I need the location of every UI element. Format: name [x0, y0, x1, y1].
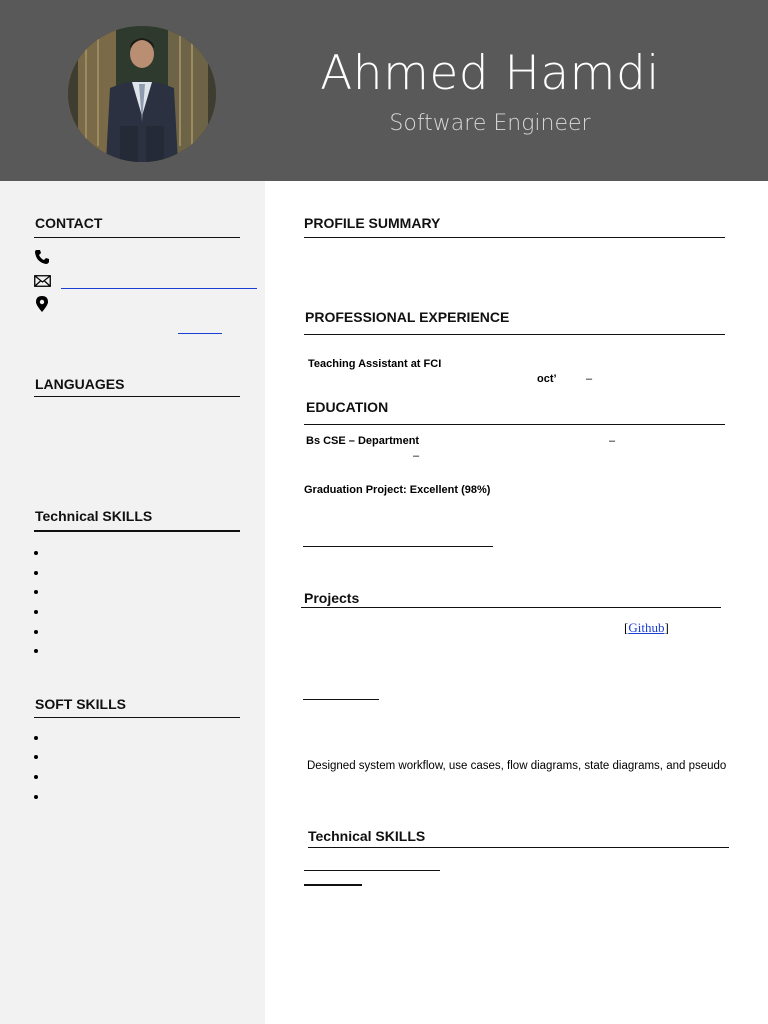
phone-icon [34, 249, 50, 265]
bracket-open: [ [624, 620, 629, 635]
header-banner [0, 0, 768, 181]
languages-divider [34, 396, 240, 397]
education-dash: – [609, 435, 616, 447]
main-technical-skills-divider [308, 847, 729, 848]
projects-heading: Projects [304, 590, 360, 606]
soft-skills-divider [34, 717, 240, 718]
project-underline [303, 699, 379, 700]
languages-heading: LANGUAGES [35, 376, 125, 392]
list-bullet [34, 755, 38, 759]
technical-skills-divider [34, 530, 240, 532]
list-bullet [34, 590, 38, 594]
experience-date: oct’ [537, 373, 557, 385]
contact-divider [34, 237, 240, 238]
skills-underline [304, 870, 440, 871]
education-degree: Bs CSE – Department [306, 435, 420, 447]
contact-heading: CONTACT [35, 215, 103, 231]
contact-link[interactable] [178, 333, 222, 334]
list-bullet [34, 551, 38, 555]
experience-divider [304, 334, 725, 335]
project-description: Designed system workflow, use cases, flow diagrams, state diagrams, and pseudo [307, 760, 727, 772]
main-technical-skills-heading: Technical SKILLS [308, 828, 426, 844]
education-divider [304, 424, 725, 425]
projects-divider [301, 607, 721, 608]
experience-role: Teaching Assistant at FCI [308, 358, 442, 370]
list-bullet [34, 610, 38, 614]
github-anchor[interactable]: Github [628, 620, 665, 635]
list-bullet [34, 775, 38, 779]
location-icon [36, 296, 52, 312]
list-bullet [34, 736, 38, 740]
education-heading: EDUCATION [306, 399, 389, 415]
github-link[interactable] [624, 620, 669, 636]
list-bullet [34, 795, 38, 799]
soft-skills-heading: SOFT SKILLS [35, 696, 126, 712]
profile-summary-divider [304, 237, 725, 238]
email-link[interactable] [61, 288, 257, 289]
sidebar-technical-skills-heading: Technical SKILLS [35, 508, 153, 524]
experience-date-dash: – [586, 373, 593, 385]
candidate-name: Ahmed Hamdi [320, 46, 660, 101]
skills-underline-short [304, 884, 362, 886]
avatar [68, 26, 216, 162]
list-bullet [34, 630, 38, 634]
education-underline [303, 546, 493, 547]
list-bullet [34, 571, 38, 575]
job-title: Software Engineer [389, 111, 591, 136]
experience-heading: PROFESSIONAL EXPERIENCE [305, 309, 510, 325]
profile-summary-heading: PROFILE SUMMARY [304, 215, 441, 231]
education-dash: – [413, 450, 420, 462]
profile-photo [68, 26, 216, 162]
bracket-close: ] [664, 620, 669, 635]
mail-icon [34, 274, 50, 290]
graduation-project: Graduation Project: Excellent (98%) [304, 484, 491, 496]
list-bullet [34, 649, 38, 653]
